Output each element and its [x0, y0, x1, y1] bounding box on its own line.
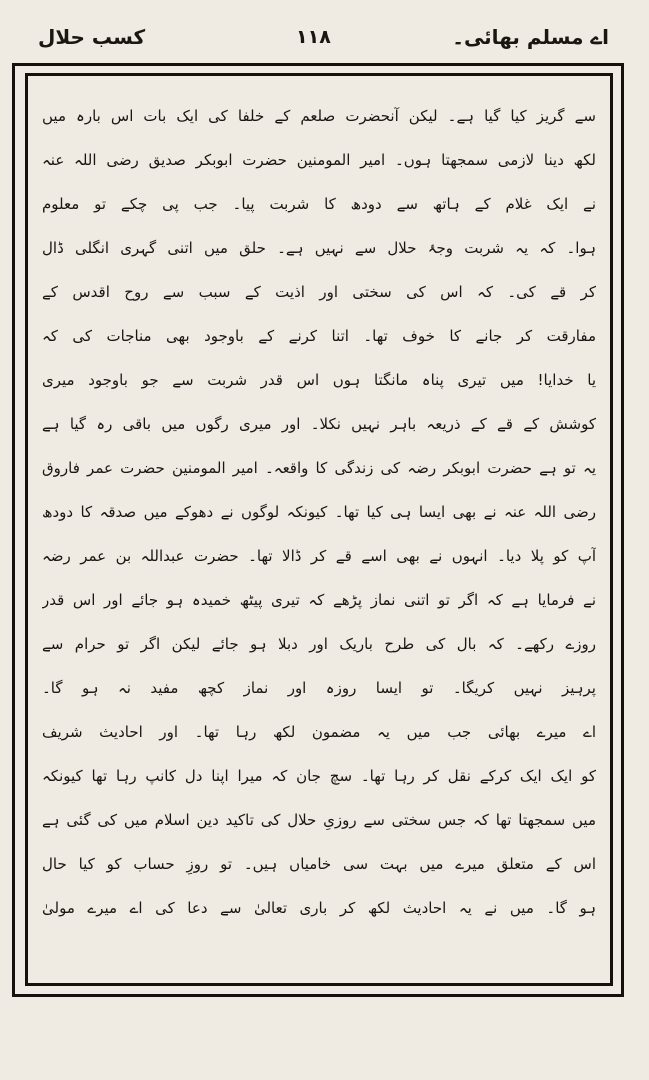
text-line: کر قے کی۔ کہ اس کی سختی اور اذیت کے سبب سے روح اقدس کے — [42, 283, 596, 301]
text-line: میں سمجھتا تھا کہ جس سختی سے روزیِ حلال کی تاکید دین اسلام میں کی گئی ہے — [42, 811, 596, 829]
body-text — [42, 94, 596, 930]
book-title: اے مسلم بھائی۔ — [452, 25, 609, 49]
text-line: یہ تو ہے حضرت ابوبکر رضہ کی زندگی کا واقعہ۔ امیر المومنین حضرت عمر فاروق — [42, 459, 596, 477]
running-title: کسب حلال — [38, 25, 146, 49]
text-line: مفارقت کر جانے کا خوف تھا۔ اتنا کرنے کے باوجود بھی مناجات کی کہ — [42, 327, 596, 345]
text-line: کوشش کے قے کے ذریعہ باہر نہیں نکلا۔ اور میری رگوں میں باقی رہ گیا ہے — [42, 415, 596, 433]
text-line: اس کے متعلق میرے میں بہت سی خامیاں ہیں۔ تو روزِ حساب کو کیا حال — [42, 855, 596, 873]
page-frame-inner — [25, 73, 613, 986]
text-line: روزے رکھے۔ کہ بال کی طرح باریک اور دبلا ہو جائے لیکن اگر تو حرام سے — [42, 635, 596, 653]
text-line: آپ کو پلا دیا۔ انہوں نے بھی اسے قے کر ڈالا تھا۔ حضرت عبداللہ بن عمر رضہ — [42, 547, 596, 565]
text-line: رضی اللہ عنہ نے بھی ایسا ہی کیا تھا۔ کیونکہ لوگوں نے دھوکے میں صدقہ کا دودھ — [42, 503, 596, 521]
text-line: نے ایک غلام کے ہاتھ سے دودھ کا شربت پیا۔ جب پی چکے تو معلوم — [42, 195, 596, 213]
text-line: کو ایک ایک کرکے نقل کر رہا تھا۔ سچ جان کہ میرا اپنا دل کانپ رہا تھا کیونکہ — [42, 767, 596, 785]
text-line: پرہیز نہیں کریگا۔ تو ایسا روزہ اور نماز کچھ مفید نہ ہو گا۔ — [42, 679, 596, 697]
text-line: اے میرے بھائی جب میں یہ مضمون لکھ رہا تھا۔ اور احادیث شریف — [42, 723, 596, 741]
text-line: ہوا۔ کہ یہ شربت وجۂ حلال سے نہیں ہے۔ حلق میں اتنی گہری انگلی ڈال — [42, 239, 596, 257]
text-line: نے فرمایا ہے کہ اگر تو اتنی نماز پڑھے کہ تیری پیٹھ خمیدہ ہو جائے اور اس قدر — [42, 591, 596, 609]
text-line: سے گریز کیا گیا ہے۔ لیکن آنحضرت صلعم کے خلفا کی ایک بات اس بارہ میں — [42, 107, 596, 125]
page-frame-outer — [12, 63, 624, 997]
text-line: یا خدایا! میں تیری پناہ مانگتا ہوں اس قدر شربت سے جو باوجود میری — [42, 371, 596, 389]
text-line: لکھ دینا لازمی سمجھتا ہوں۔ امیر المومنین حضرت ابوبکر صدیق رضی اللہ عنہ — [42, 151, 596, 169]
text-line: ہو گا۔ میں نے یہ احادیث لکھ کر باری تعالیٰ سے دعا کی اے میرے مولیٰ — [42, 899, 596, 917]
page-number: ۱۱۸ — [296, 26, 331, 48]
page-header — [0, 0, 649, 62]
